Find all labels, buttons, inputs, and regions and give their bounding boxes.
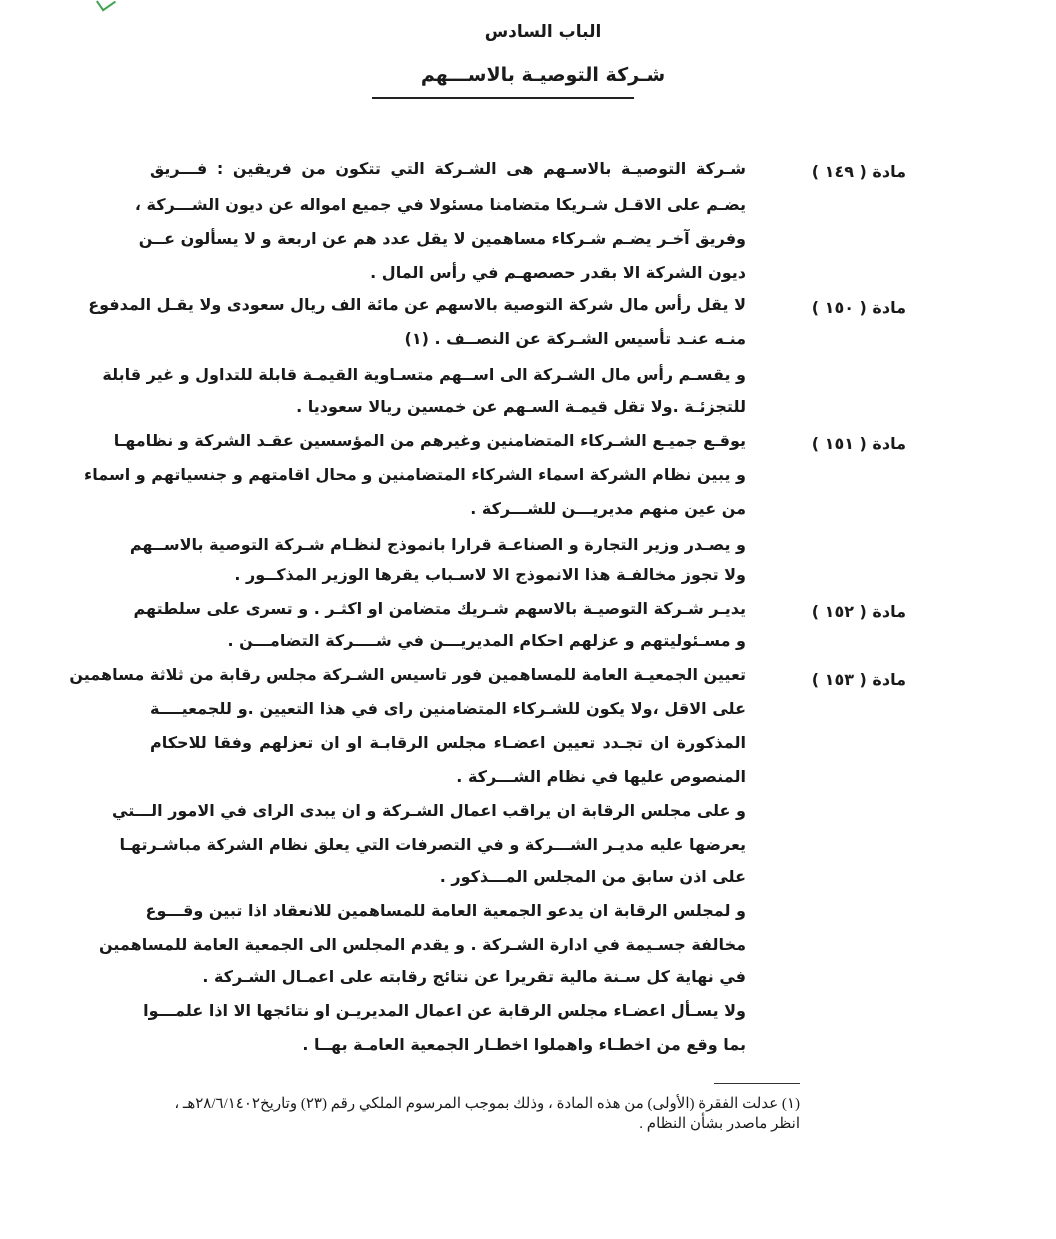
article-152-line-2: و مسـئوليتهم و عزلهم احكام المديريـــن في شــــركة التضامـــن . (227, 631, 746, 650)
article-149-line-4: ديون الشركة الا بقدر حصصهـم في رأس المال . (370, 263, 746, 282)
article-149-line-3: وفريق آخـر يضـم شـركاء مساهمين لا يقل عدد هم عن اربعة و لا يسألون عــن (138, 229, 746, 248)
article-153-line-1: تعيين الجمعيـة العامة للمساهمين فور تاسيس الشـركة مجلس رقابة من ثلاثة مساهمين (69, 665, 746, 684)
article-151-line-3: من عين منهم مديريـــن للشـــركة . (470, 499, 746, 518)
article-label-153: مادة ( ١٥٣ ) (811, 670, 906, 689)
article-151-para2-line-2: ولا تجوز مخالفـة هذا الانموذج الا لاسـباب يقرها الوزير المذكــور . (234, 565, 746, 584)
article-150-line-1: لا يقل رأس مال شركة التوصية بالاسهم عن مائة الف ريال سعودى ولا يقـل المدفوع (88, 295, 746, 314)
article-153-line-2: على الاقل ،ولا يكون للشـركاء المتضامنين راى في هذا التعيين .و للجمعيــــة (150, 699, 746, 718)
article-149-line-2: يضـم على الاقـل شـريكا متضامنا مسئولا في جميع امواله عن ديون الشـــركة ، (134, 195, 746, 214)
article-151-line-1: يوقـع جميـع الشـركاء المتضامنين وغيرهم من المؤسسين عقـد الشركة و نظامهـا (113, 431, 746, 450)
article-150-line-2: منـه عنـد تأسيس الشـركة عن النصــف . (١) (404, 329, 746, 348)
article-153-para4-line-2: بما وقع من اخطـاء واهملوا اخطـار الجمعية العامـة بهــا . (302, 1035, 746, 1054)
article-151-line-2: و يبين نظام الشركة اسماء الشركاء المتضامنين و محال اقامتهم و جنسياتهم و اسماء (84, 465, 746, 484)
article-153-line-4: المنصوص عليها في نظام الشـــركة . (456, 767, 746, 786)
footnote-separator (714, 1083, 800, 1084)
article-153-para4-line-1: ولا يسـأل اعضـاء مجلس الرقابة عن اعمال المديريـن او نتائجها الا اذا علمـــوا (143, 1001, 746, 1020)
corner-check-mark (96, 0, 116, 12)
footnote-line-1: (١) عدلت الفقرة (الأولى) من هذه المادة ، وذلك بموجب المرسوم الملكي رقم (٢٣) وتاريخ٢٨/٦/١٤٠٢هـ ، (174, 1096, 800, 1112)
article-label-152: مادة ( ١٥٢ ) (811, 602, 906, 621)
chapter-title: الباب السادس (484, 22, 602, 42)
article-153-para3-line-3: في نهاية كل سـنة مالية تقريرا عن نتائج رقابته على اعمـال الشـركة . (202, 967, 746, 986)
article-151-para2-line-1: و يصـدر وزير التجارة و الصناعـة قرارا بانموذج لنظـام شـركة التوصية بالاســهم (129, 535, 746, 554)
article-153-para2-line-1: و على مجلس الرقابة ان يراقب اعمال الشـركة و ان يبدى الراى في الامور الـــتي (112, 801, 746, 820)
section-title-underline (372, 97, 634, 99)
section-title: شـركة التوصيـة بالاســـهم (420, 64, 666, 86)
article-153-para2-line-3: على اذن سابق من المجلس المـــذكور . (439, 867, 746, 886)
article-152-line-1: يديـر شـركة التوصيـة بالاسهم شـريك متضامن او اكثـر . و تسرى على سلطتهم (133, 599, 746, 618)
article-150-line-4: للتجزئـة .ولا تقل قيمـة السـهم عن خمسين ريالا سعوديا . (296, 397, 746, 416)
article-label-149: مادة ( ١٤٩ ) (811, 162, 906, 181)
article-149-line-1: شـركة التوصيـة بالاسـهم هى الشـركة التي تتكون من فريقين : فـــريق (150, 159, 746, 178)
article-153-para2-line-2: يعرضها عليه مديـر الشـــركة و في التصرفات التي يعلق نظام الشركة مباشـرتهـا (119, 835, 746, 854)
article-153-line-3: المذكورة ان تجـدد تعيين اعضـاء مجلس الرقابـة او ان تعزلهم وفقا للاحكام (150, 733, 746, 752)
article-153-para3-line-1: و لمجلس الرقابة ان يدعو الجمعية العامة للمساهمين للانعقاد اذا تبين وقـــوع (145, 901, 746, 920)
article-150-line-3: و يقسـم رأس مال الشـركة الى اســهم متسـاوية القيمـة قابلة للتداول و غير قابلة (102, 365, 746, 384)
article-label-150: مادة ( ١٥٠ ) (811, 298, 906, 317)
article-153-para3-line-2: مخالفة جسـيمة في ادارة الشـركة . و يقدم المجلس الى الجمعية العامة للمساهمين (98, 935, 746, 954)
article-label-151: مادة ( ١٥١ ) (811, 434, 906, 453)
footnote-line-2: انظر ماصدر بشأن النظام . (639, 1116, 800, 1132)
